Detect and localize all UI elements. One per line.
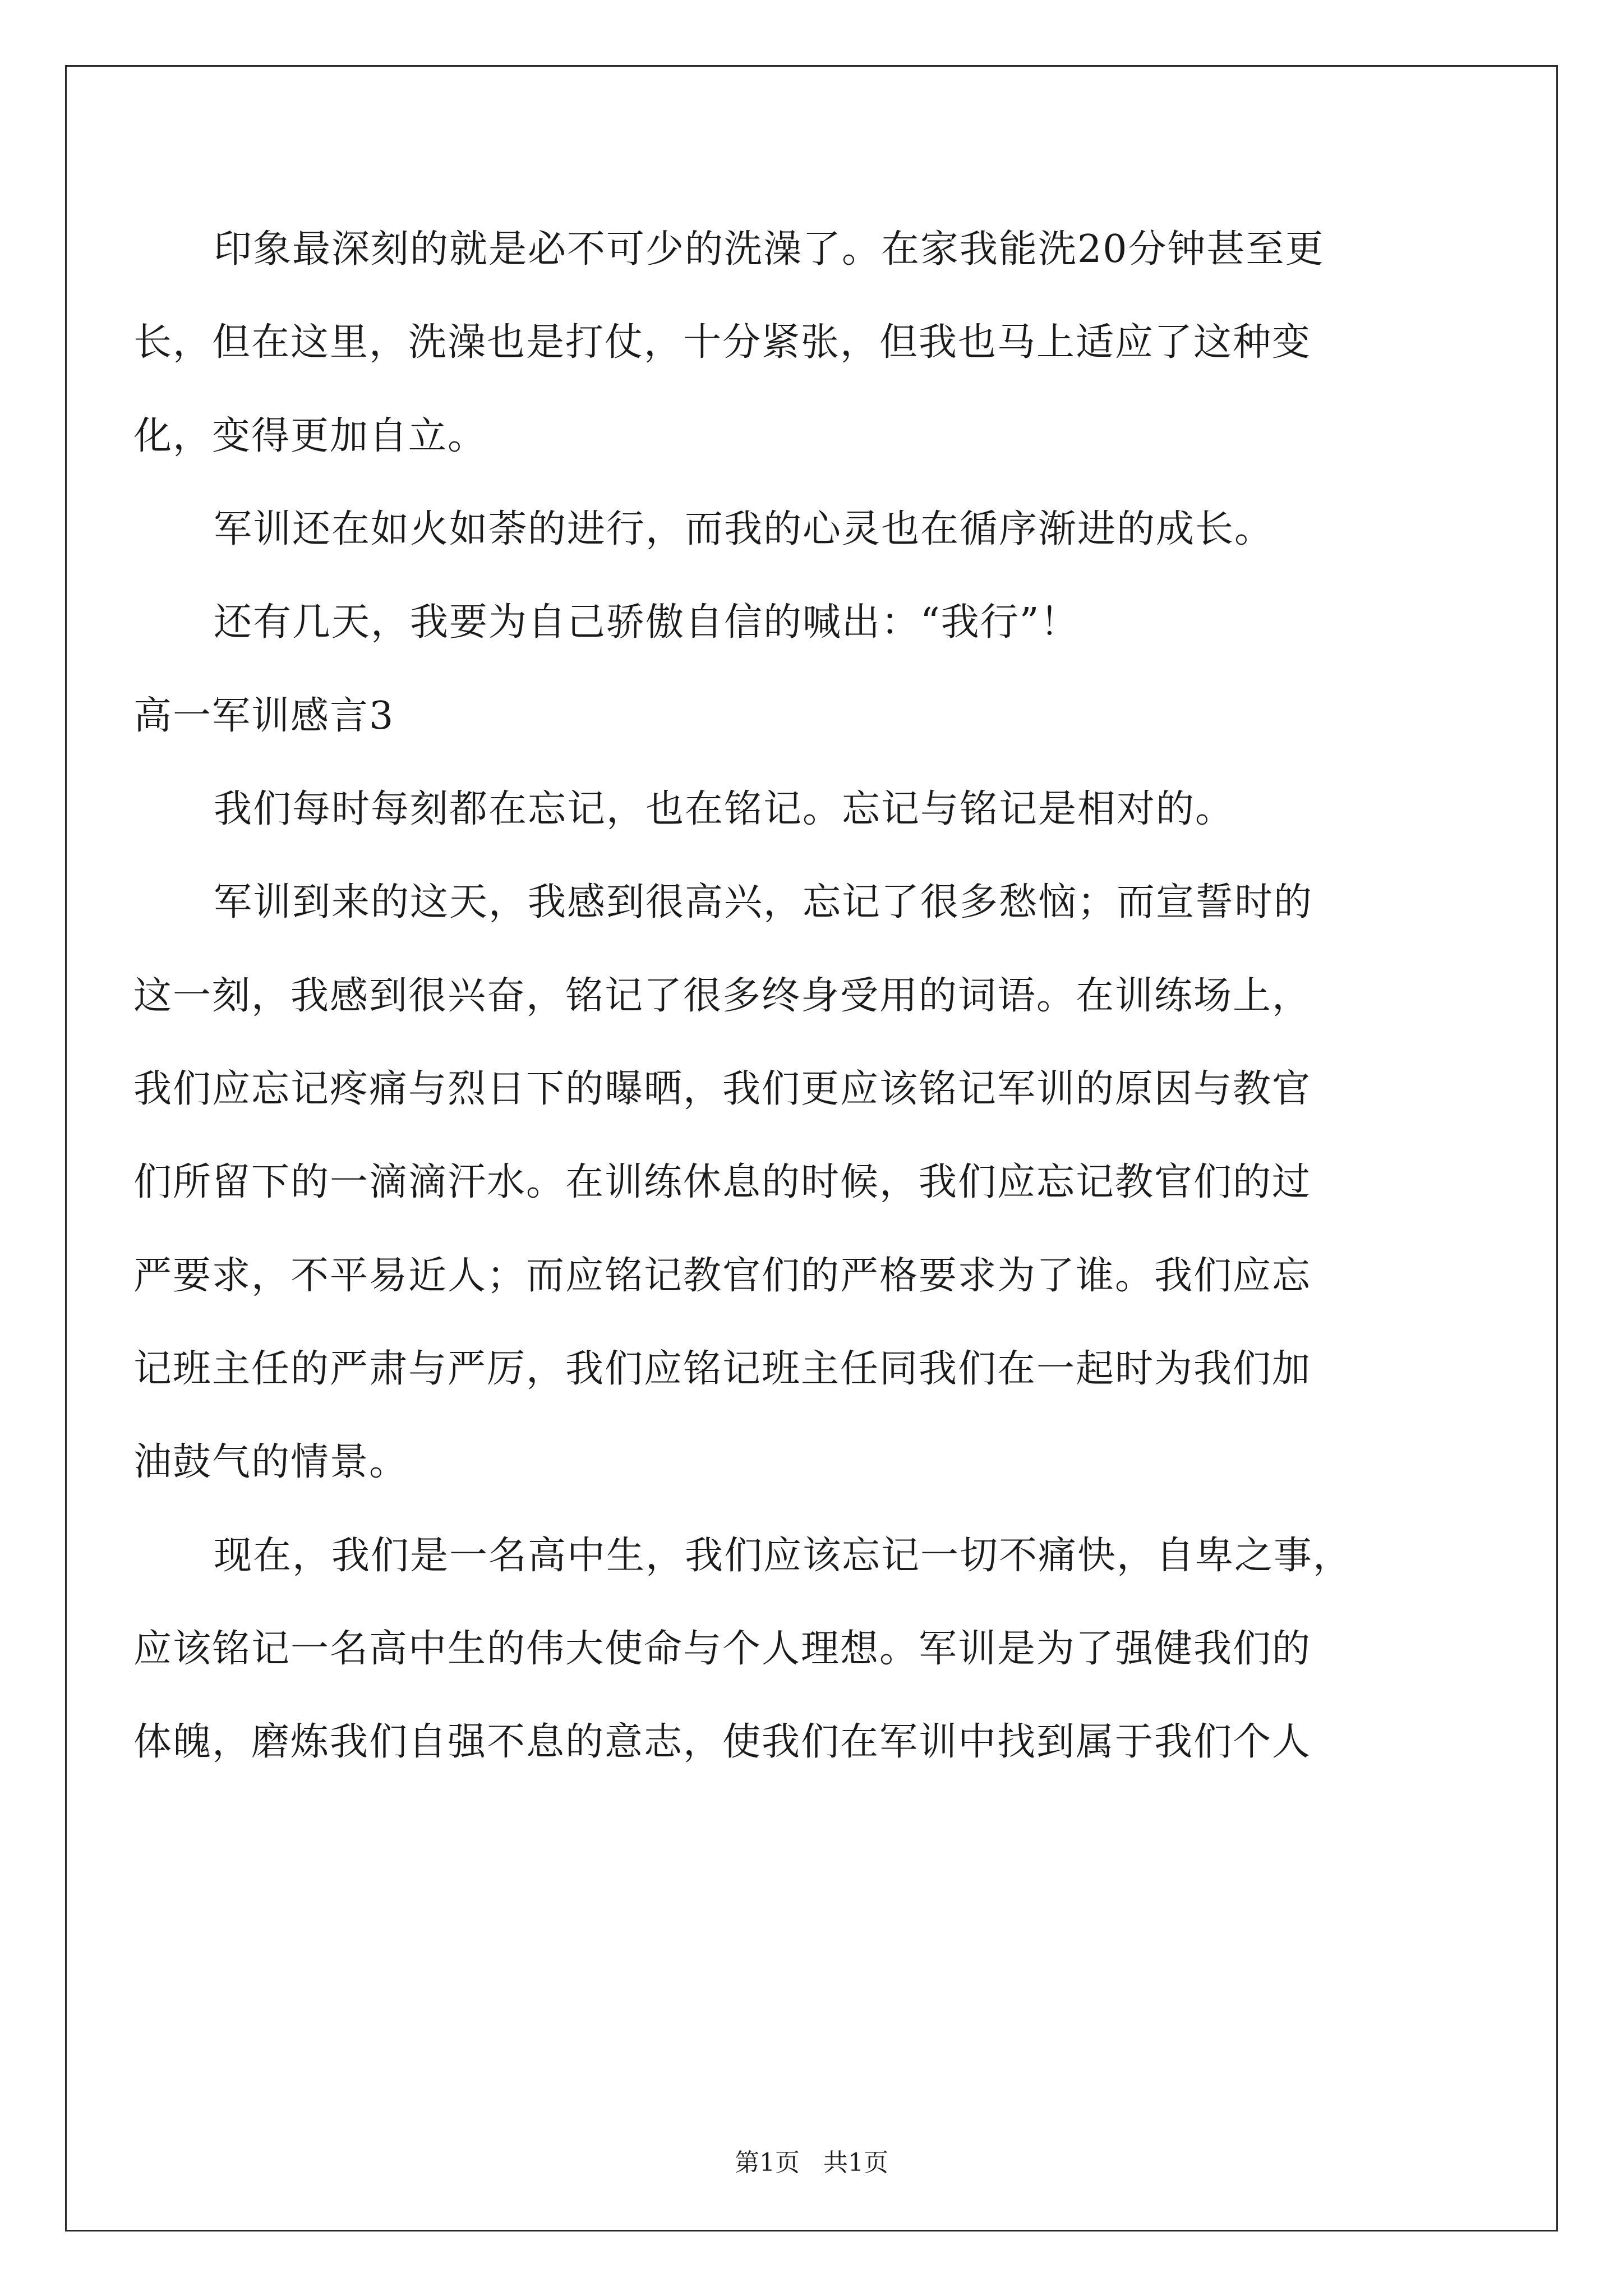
paragraph-line: 们所留下的一滴滴汗水。在训练休息的时候，我们应忘记教官们的过 (133, 1160, 1312, 1204)
paragraph-line: 严要求，不平易近人；而应铭记教官们的严格要求为了谁。我们应忘 (133, 1254, 1312, 1298)
paragraph-line: 我们应忘记疼痛与烈日下的曝晒，我们更应该铭记军训的原因与教官 (133, 1067, 1312, 1111)
paragraph-line: 长，但在这里，洗澡也是打仗，十分紧张，但我也马上适应了这种变 (133, 320, 1312, 365)
paragraph-line: 这一刻，我感到很兴奋，铭记了很多终身受用的词语。在训练场上， (133, 974, 1312, 1018)
page-border (65, 65, 1558, 2231)
paragraph-line: 现在，我们是一名高中生，我们应该忘记一切不痛快，自卑之事， (214, 1534, 1353, 1578)
paragraph-line: 应该铭记一名高中生的伟大使命与个人理想。军训是为了强健我们的 (133, 1627, 1312, 1671)
paragraph-line: 我们每时每刻都在忘记，也在铭记。忘记与铭记是相对的。 (214, 787, 1235, 831)
paragraph-line: 油鼓气的情景。 (133, 1440, 409, 1484)
paragraph-line: 体魄，磨炼我们自强不息的意志，使我们在军训中找到属于我们个人 (133, 1720, 1312, 1764)
paragraph-line: 还有几天，我要为自己骄傲自信的喊出：“我行”！ (214, 600, 1080, 645)
paragraph-line: 记班主任的严肃与严厉，我们应铭记班主任同我们在一起时为我们加 (133, 1347, 1312, 1391)
paragraph-line: 印象最深刻的就是必不可少的洗澡了。在家我能洗20分钟甚至更 (214, 227, 1325, 272)
page-number: 第1页 共1页 (735, 2148, 888, 2177)
paragraph-line: 军训到来的这天，我感到很高兴，忘记了很多愁恼；而宣誓时的 (214, 880, 1313, 924)
section-heading: 高一军训感言3 (133, 694, 395, 738)
paragraph-line: 军训还在如火如荼的进行，而我的心灵也在循序渐进的成长。 (214, 507, 1274, 551)
paragraph-line: 化，变得更加自立。 (133, 414, 487, 458)
